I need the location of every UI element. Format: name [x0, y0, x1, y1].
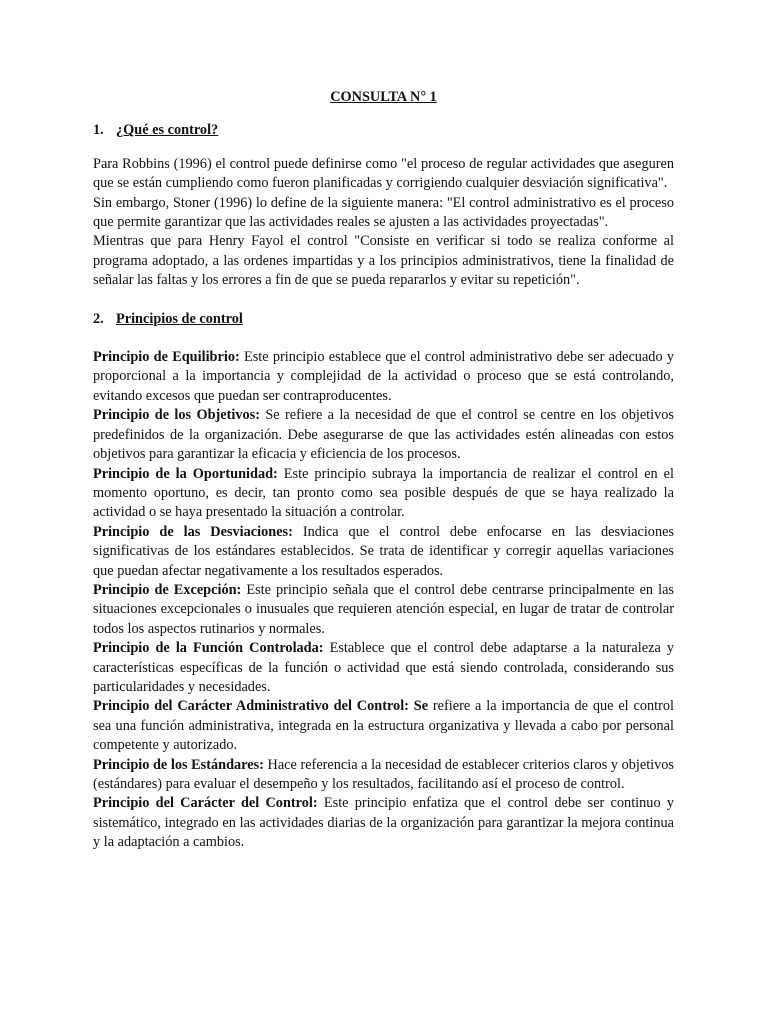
principle-term: Principio de Excepción: — [93, 581, 242, 598]
definition-paragraph-robbins: Para Robbins (1996) el control puede definirse como "el proceso de regular actividades que aseguren que se están cumpliendo como fueron planificadas y corrigiendo cualquier desviación significativa". — [93, 155, 674, 192]
principle-text: refiere a la importancia de que el control sea una función administrativa, integrada en la estructura organizativa y llevada a cabo por personal competente y autorizado. — [93, 698, 674, 754]
principle-paragraph-desviaciones — [93, 523, 674, 581]
principle-text: Se refiere a la necesidad de que el control se centre en los objetivos predefinidos de la organización. Debe asegurarse de que las actividades estén alineadas con estos objetivos para garantizar la eficacia y eficiencia de los procesos. — [93, 407, 674, 463]
section-title-1: ¿Qué es control? — [116, 122, 219, 139]
principle-term: Principio del Carácter Administrativo del Control: Se — [93, 698, 429, 715]
principle-term: Principio del Carácter del Control: — [93, 795, 318, 812]
principle-term: Principio de los Objetivos: — [93, 407, 260, 424]
principle-paragraph-estandares — [93, 756, 674, 795]
principle-text: Indica que el control debe enfocarse en las desviaciones significativas de los estándares establecidos. Se trata de identificar y corregir aquellas variaciones que puedan afectar negativamente a los resultados esperados. — [93, 523, 674, 579]
principle-paragraph-equilibrio — [93, 348, 674, 406]
document-page — [93, 88, 674, 853]
principle-term: Principio de Equilibrio: — [93, 349, 240, 366]
section-title-2: Principios de control — [116, 310, 243, 327]
principle-paragraph-objetivos — [93, 406, 674, 464]
definition-paragraph-stoner: Sin embargo, Stoner (1996) lo define de la siguiente manera: "El control administrativo es el proceso que permite garantizar que las actividades reales se ajusten a las actividades proyectadas". — [93, 194, 674, 231]
section-number-2: 2. — [93, 310, 104, 327]
section-heading-2 — [93, 310, 674, 329]
principle-paragraph-funcion-controlada — [93, 639, 674, 697]
principle-text: Este principio señala que el control debe centrarse principalmente en las situaciones excepcionales o inusuales que requieren atención especial, en lugar de tratar de controlar todos los aspectos rutinarios y normales. — [93, 581, 674, 637]
principle-text: Hace referencia a la necesidad de establecer criterios claros y objetivos (estándares) para evaluar el desempeño y los resultados, facilitando así el proceso de control. — [93, 756, 674, 792]
section-number-1: 1. — [93, 122, 104, 139]
principle-term: Principio de las Desviaciones: — [93, 523, 293, 540]
principle-term: Principio de la Función Controlada: — [93, 640, 324, 657]
principle-paragraph-oportunidad — [93, 465, 674, 523]
principle-text: Establece que el control debe adaptarse a la naturaleza y características específicas de la función o actividad que está siendo controlada, considerando sus particularidades y necesidades. — [93, 640, 675, 695]
principle-text: Este principio subraya la importancia de realizar el control en el momento oportuno, es decir, tan pronto como sea posible después de que se haya realizado la actividad o se haya presentado la situación a controlar. — [93, 465, 675, 521]
section-heading-1 — [93, 121, 674, 140]
definition-paragraph-fayol: Mientras que para Henry Fayol el control "Consiste en verificar si todo se realiza conforme al programa adoptado, a las ordenes impartidas y a los principios administrativos, tiene la finalidad de señalar las faltas y los errores a fin de que se pueda repararlos y evitar su repetición". — [93, 233, 674, 289]
principle-text: Este principio enfatiza que el control debe ser continuo y sistemático, integrado en las actividades diarias de la organización para garantizar la mejora continua y la adaptación a cambios. — [93, 795, 674, 851]
principle-paragraph-excepcion — [93, 581, 674, 639]
principle-paragraph-caracter-control — [93, 794, 674, 852]
principle-term: Principio de la Oportunidad: — [93, 465, 278, 482]
principle-text: Este principio establece que el control administrativo debe ser adecuado y proporcional a la importancia y complejidad de la actividad o proceso que se está controlando, evitando excesos que puedan ser contraproducentes. — [93, 349, 674, 404]
document-title: CONSULTA N° 1 — [330, 89, 437, 105]
principle-paragraph-caracter-administrativo — [93, 697, 674, 755]
principle-term: Principio de los Estándares: — [93, 756, 264, 773]
